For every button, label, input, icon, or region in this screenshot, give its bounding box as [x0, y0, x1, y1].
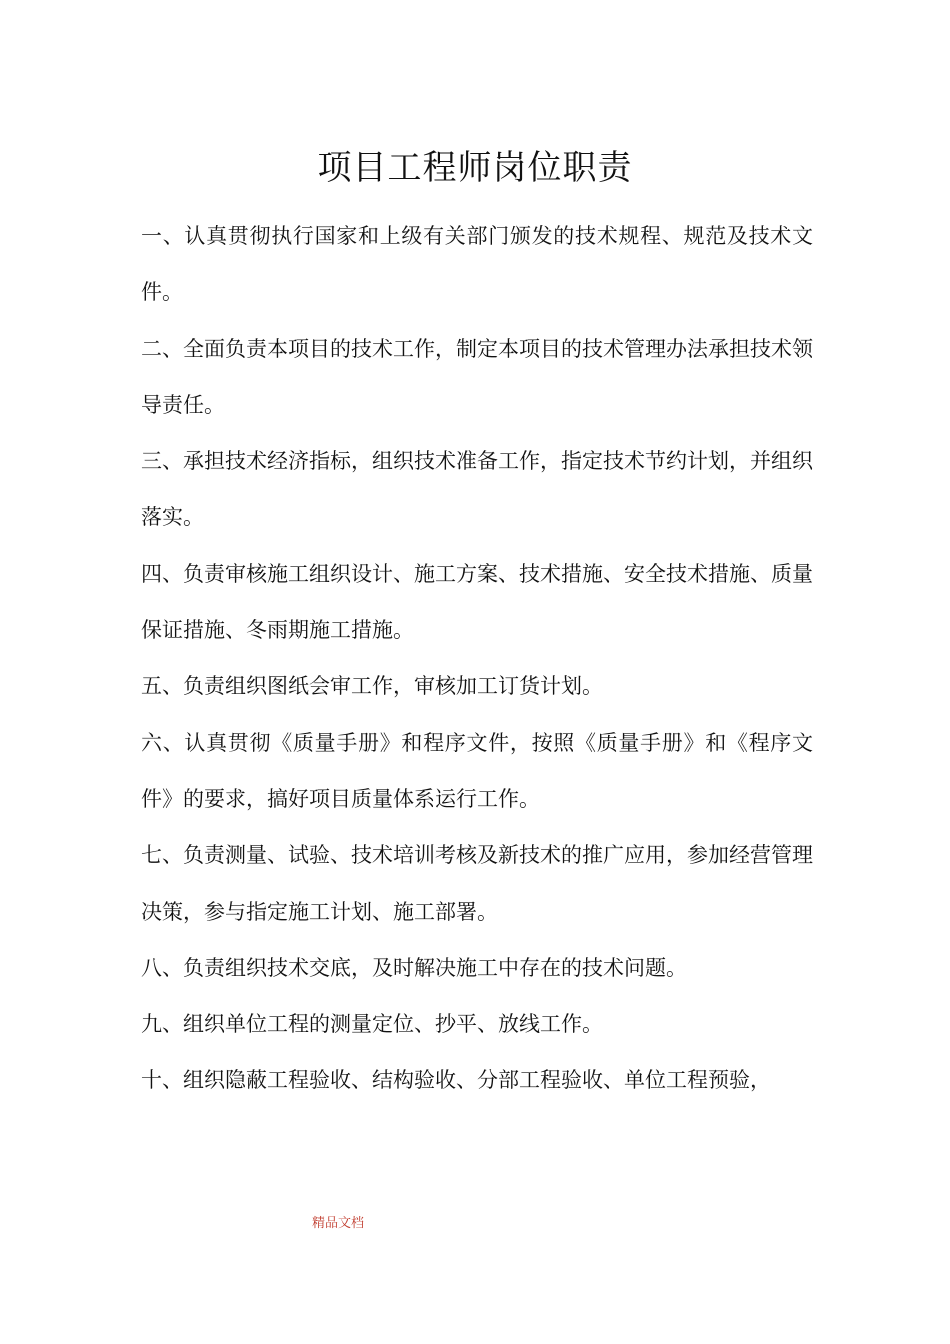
paragraph-7: 七、负责测量、试验、技术培训考核及新技术的推广应用，参加经营管理决策，参与指定施工计划、施工部署。	[141, 843, 813, 924]
paragraph-3: 三、承担技术经济指标，组织技术准备工作，指定技术节约计划，并组织落实。	[141, 449, 813, 530]
paragraph-2: 二、全面负责本项目的技术工作，制定本项目的技术管理办法承担技术领导责任。	[141, 336, 813, 417]
paragraph-1: 一、认真贯彻执行国家和上级有关部门颁发的技术规程、规范及技术文件。	[141, 224, 813, 305]
document-body	[141, 208, 813, 1109]
paragraph-9: 九、组织单位工程的测量定位、抄平、放线工作。	[141, 1012, 603, 1037]
paragraph-10: 十、组织隐蔽工程验收、结构验收、分部工程验收、单位工程预验，	[141, 1068, 771, 1093]
paragraph-6: 六、认真贯彻《质量手册》和程序文件，按照《质量手册》和《程序文件》的要求，搞好项目质量体系运行工作。	[141, 730, 813, 811]
footer-watermark: 精品文档	[312, 1216, 365, 1231]
paragraph-8: 八、负责组织技术交底，及时解决施工中存在的技术问题。	[141, 955, 687, 980]
document-title: 项目工程师岗位职责	[317, 148, 633, 188]
paragraph-4: 四、负责审核施工组织设计、施工方案、技术措施、安全技术措施、质量保证措施、冬雨期施工措施。	[141, 561, 813, 643]
paragraph-5: 五、负责组织图纸会审工作，审核加工订货计划。	[141, 674, 603, 699]
